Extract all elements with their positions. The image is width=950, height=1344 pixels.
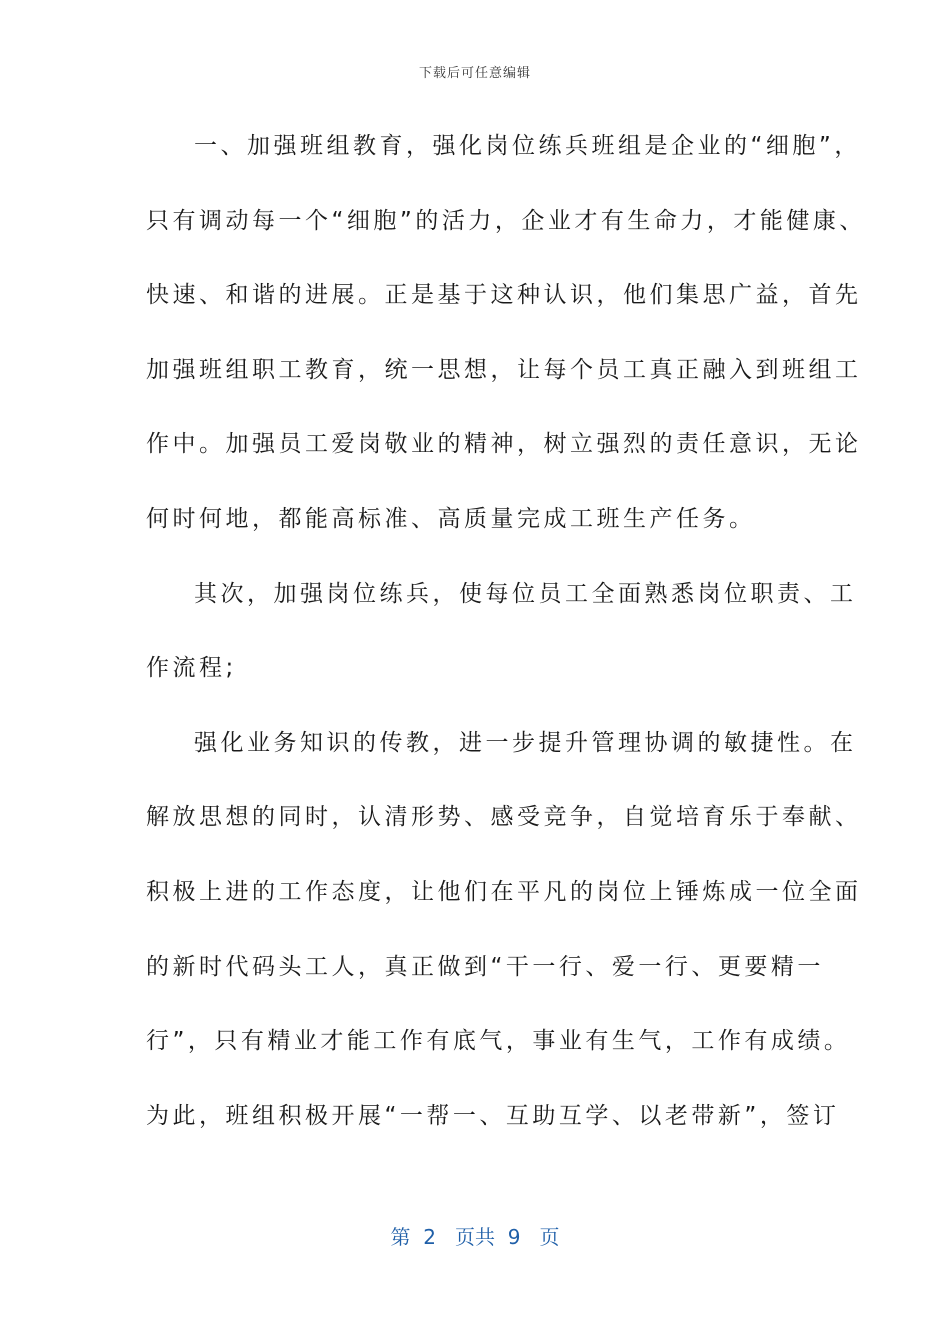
page-header: 下载后可任意编辑	[418, 66, 531, 81]
page-number-footer: 第 2 页共 9 页	[390, 1225, 560, 1249]
text-line: 积极上进的工作态度，让他们在平凡的岗位上锤炼成一位全面	[146, 878, 862, 905]
text-line: 作中。加强员工爱岗敬业的精神，树立强烈的责任意识，无论	[146, 431, 862, 458]
text-line: 加强班组职工教育，统一思想，让每个员工真正融入到班组工	[146, 356, 862, 383]
document-body	[146, 122, 866, 1166]
text-line: 解放思想的同时，认清形势、感受竞争，自觉培育乐于奉献、	[146, 804, 862, 831]
text-line: 作流程;	[146, 655, 237, 682]
text-line: 其次，加强岗位练兵，使每位员工全面熟悉岗位职责、工	[194, 580, 857, 607]
text-line: 一、加强班组教育，强化岗位练兵班组是企业的“细胞”，	[194, 133, 861, 159]
text-line: 强化业务知识的传教，进一步提升管理协调的敏捷性。在	[194, 729, 857, 756]
text-line: 行”，只有精业才能工作有底气，事业有生气，工作有成绩。	[146, 1028, 851, 1055]
text-line: 快速、和谐的进展。正是基于这种认识，他们集思广益，首先	[146, 282, 862, 309]
text-line: 的新时代码头工人，真正做到“干一行、爱一行、更要精一	[146, 953, 824, 980]
text-line: 何时何地，都能高标准、高质量完成工班生产任务。	[146, 505, 756, 532]
text-line: 只有调动每一个“细胞”的活力，企业才有生命力，才能健康、	[146, 207, 866, 234]
text-line: 为此，班组积极开展“一帮一、互助互学、以老带新”，签订	[146, 1102, 840, 1129]
